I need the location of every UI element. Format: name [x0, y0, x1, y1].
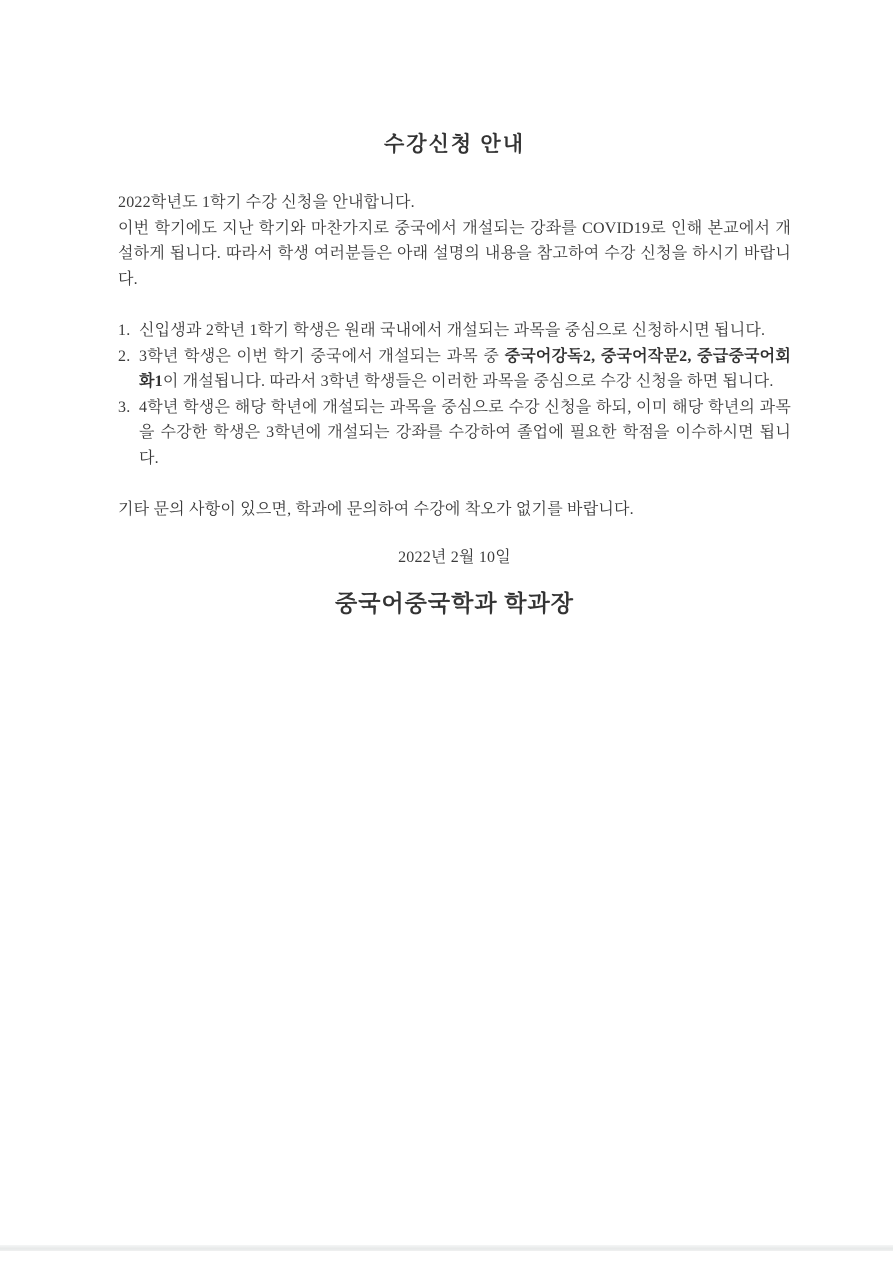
intro-paragraph: 이번 학기에도 지난 학기와 마찬가지로 중국에서 개설되는 강좌를 COVID19로 인해 본교에서 개설하게 됩니다. 따라서 학생 여러분들은 아래 설명의 내용을 참고하여 수강 신청을 하시기 바랍니다. [118, 219, 791, 288]
signature: 중국어중국학과 학과장 [335, 591, 574, 616]
page-bottom-edge [0, 1245, 893, 1251]
list-item-number: 1. [118, 322, 131, 339]
list-item-text-before: 3학년 학생은 이번 학기 중국에서 개설되는 과목 중 [139, 347, 505, 365]
list-item [118, 395, 791, 472]
list-item [118, 318, 791, 344]
list-item-number: 2. [118, 347, 131, 365]
list-item-text-after: 이 개설됩니다. 따라서 3학년 학생들은 이러한 과목을 중심으로 수강 신청을 하면 됩니다. [162, 373, 774, 390]
document-content [118, 131, 791, 620]
closing-note: 기타 문의 사항이 있으면, 학과에 문의하여 수강에 착오가 없기를 바랍니다. [118, 501, 634, 518]
instruction-list [118, 318, 791, 471]
list-item-number: 3. [118, 398, 131, 416]
course-names-bold: 중국어강독2, 중국어작문2, 중급중국어회화1 [139, 347, 791, 390]
list-item [118, 344, 791, 395]
list-item-text: 4학년 학생은 해당 학년에 개설되는 과목을 중심으로 수강 신청을 하되, 이미 해당 학년의 과목을 수강한 학생은 3학년에 개설되는 강좌를 수강하여 졸업에 필요한 학점을 이수하시면 됩니다. [139, 398, 791, 467]
document-title: 수강신청 안내 [384, 132, 525, 156]
intro-greeting: 2022학년도 1학기 수강 신청을 안내합니다. [118, 194, 415, 211]
list-item-text: 신입생과 2학년 1학기 학생은 원래 국내에서 개설되는 과목을 중심으로 신청하시면 됩니다. [139, 322, 766, 339]
document-date: 2022년 2월 10일 [398, 548, 511, 566]
